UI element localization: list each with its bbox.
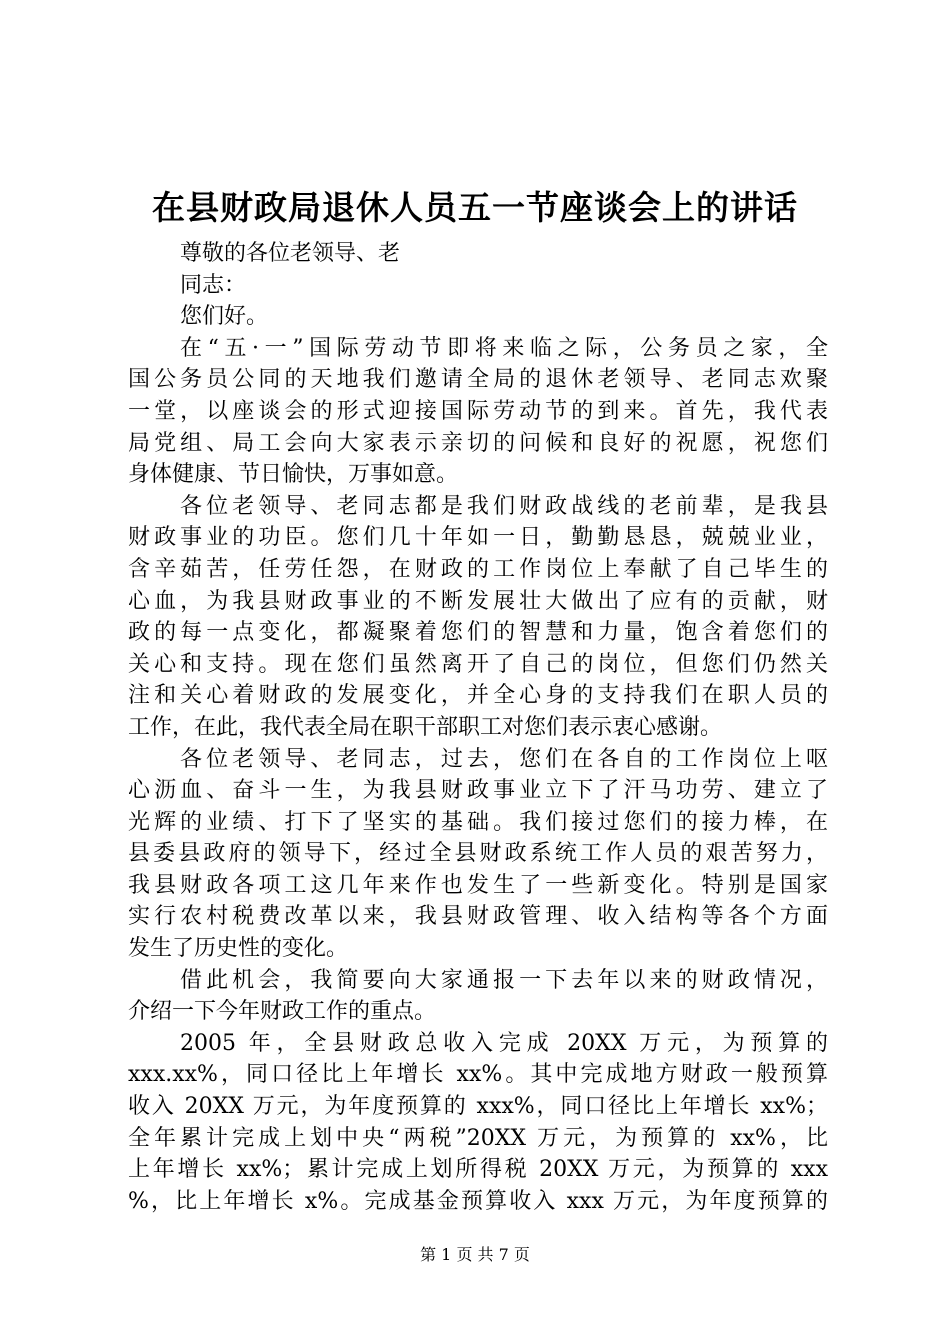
paragraph-line: 光辉的业绩、打下了坚实的基础。我们接过您们的接力棒，在 (128, 809, 828, 835)
paragraph-line: 介绍一下今年财政工作的重点。 (128, 999, 437, 1025)
paragraph-line: 身体健康、节日愉快，万事如意。 (128, 462, 459, 488)
paragraph-line: 含辛茹苦，任劳任怨，在财政的工作岗位上奉献了自己毕生的 (128, 556, 828, 582)
paragraph-line: 上年增长 xx%；累计完成上划所得税 20XX 万元，为预算的 xxx (128, 1157, 828, 1183)
paragraph-line: 县委县政府的领导下，经过全县财政系统工作人员的艰苦努力， (128, 841, 828, 867)
paragraph-line: 各位老领导、老同志，过去，您们在各自的工作岗位上呕 (180, 746, 828, 772)
paragraph-line: 全年累计完成上划中央“两税”20XX 万元，为预算的 xx%，比 (128, 1125, 828, 1151)
paragraph-line: 局党组、局工会向大家表示亲切的问候和良好的祝愿，祝您们 (128, 430, 828, 456)
paragraph-line: 工作，在此，我代表全局在职干部职工对您们表示衷心感谢。 (128, 714, 723, 740)
greeting-line: 您们好。 (180, 304, 269, 330)
paragraph-line: 政的每一点变化，都凝聚着您们的智慧和力量，饱含着您们的 (128, 620, 828, 646)
paragraph-line: 发生了历史性的变化。 (128, 936, 349, 962)
paragraph-line: 2005 年，全县财政总收入完成 20XX 万元，为预算的 (180, 1030, 828, 1056)
salutation-line: 尊敬的各位老领导、老 (180, 241, 401, 266)
document-body (128, 238, 828, 1217)
paragraph-line: 一堂，以座谈会的形式迎接国际劳动节的到来。首先，我代表 (128, 398, 828, 424)
paragraph-line: 在“五·一”国际劳动节即将来临之际，公务员之家，全 (180, 335, 828, 361)
paragraph-line: 财政事业的功臣。您们几十年如一日，勤勤恳恳，兢兢业业， (128, 525, 828, 551)
paragraph-line: 心沥血、奋斗一生，为我县财政事业立下了汗马功劳、建立了 (128, 778, 828, 804)
paragraph-line: 我县财政各项工这几年来作也发生了一些新变化。特别是国家 (128, 872, 828, 898)
document-title: 在县财政局退休人员五一节座谈会上的讲话 (152, 188, 798, 227)
paragraph-line: 关心和支持。现在您们虽然离开了自己的岗位，但您们仍然关 (128, 651, 828, 677)
paragraph-line: 实行农村税费改革以来，我县财政管理、收入结构等各个方面 (128, 904, 828, 930)
paragraph-line: 收入 20XX 万元，为年度预算的 xxx%，同口径比上年增长 xx%； (128, 1094, 828, 1120)
page-number-footer: 第 1 页 共 7 页 (420, 1245, 530, 1264)
salutation-line: 同志： (180, 272, 247, 298)
paragraph-line: 心血，为我县财政事业的不断发展壮大做出了应有的贡献，财 (128, 588, 828, 614)
paragraph-line: 借此机会，我简要向大家通报一下去年以来的财政情况， (180, 967, 828, 993)
paragraph-line: 注和关心着财政的发展变化，并全心身的支持我们在职人员的 (128, 683, 828, 709)
paragraph-line: 各位老领导、老同志都是我们财政战线的老前辈，是我县 (180, 493, 828, 519)
paragraph-line: %，比上年增长 x%。完成基金预算收入 xxx 万元，为年度预算的 (128, 1188, 828, 1214)
paragraph-line: 国公务员公同的天地我们邀请全局的退休老领导、老同志欢聚 (128, 367, 828, 393)
paragraph-line: xxx.xx%，同口径比上年增长 xx%。其中完成地方财政一般预算 (128, 1062, 828, 1088)
